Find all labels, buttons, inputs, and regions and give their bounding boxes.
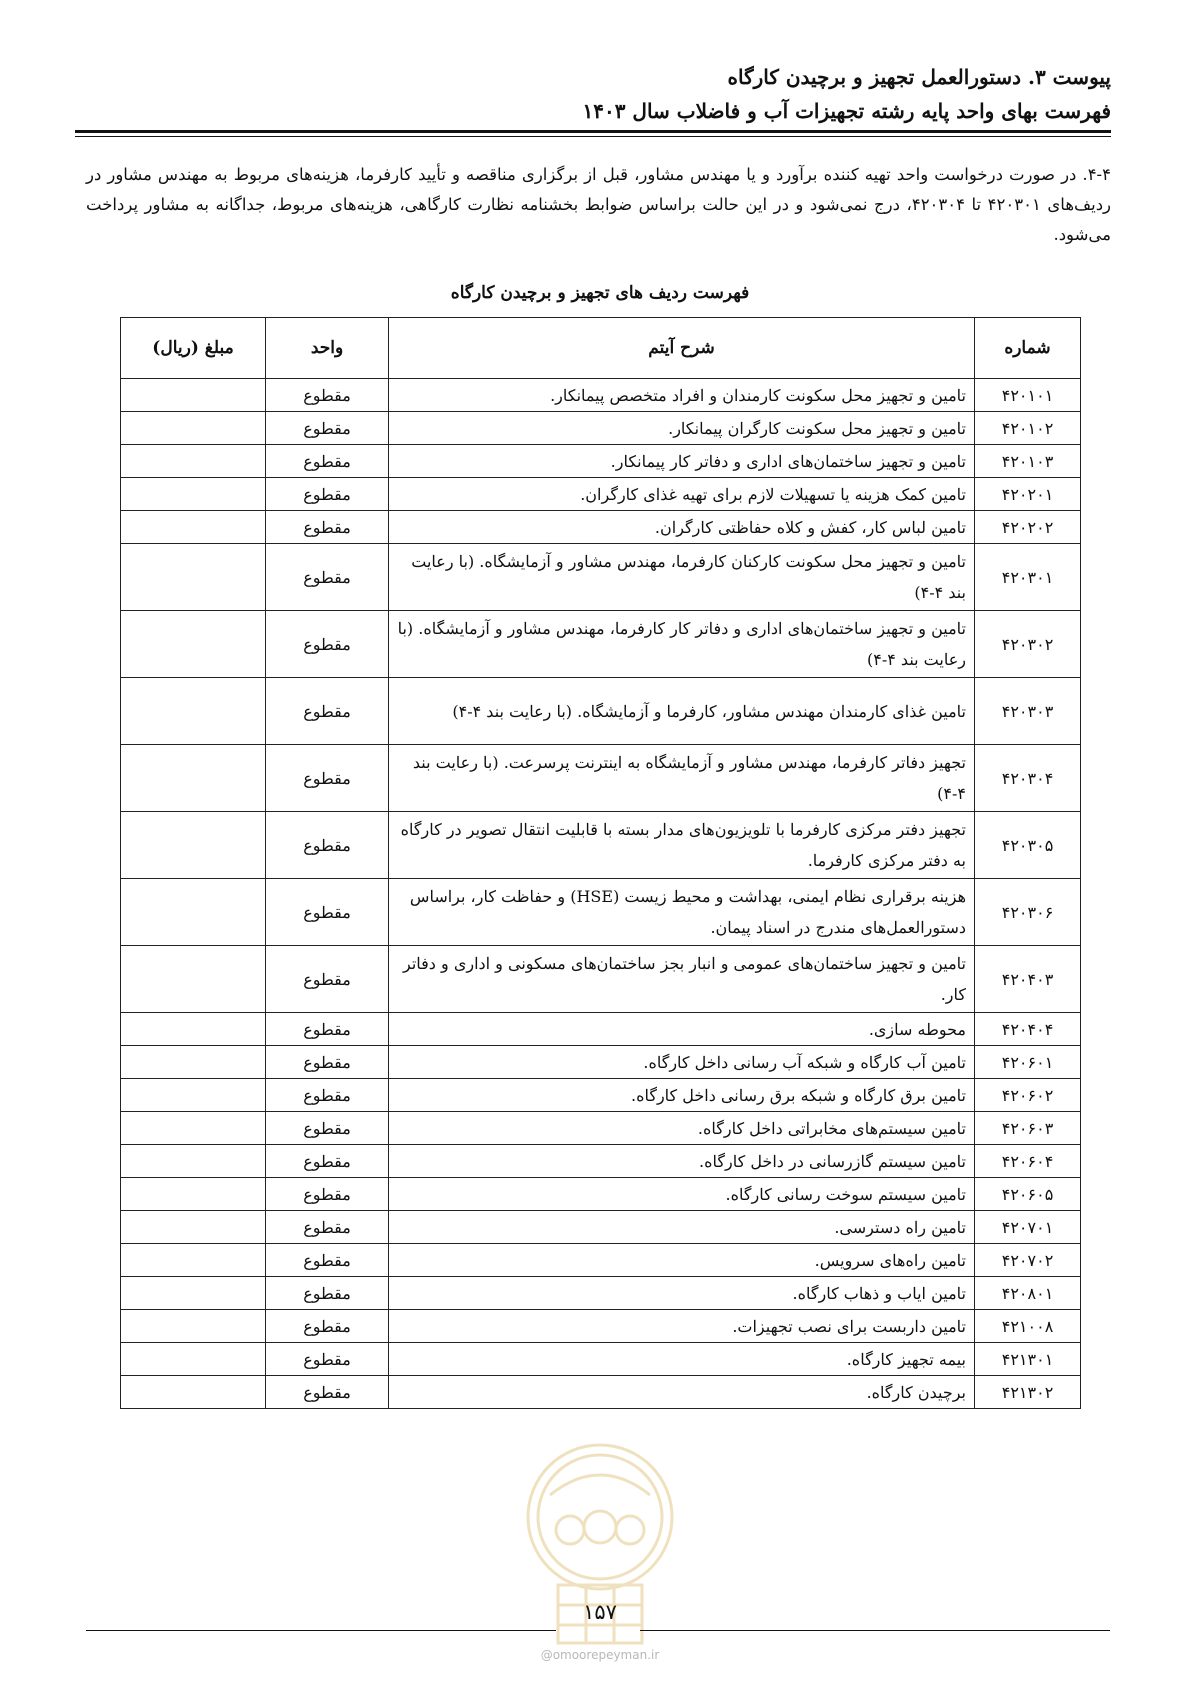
row-description: تامین و تجهیز ساختمان‌های اداری و دفاتر کار پیمانکار.: [389, 445, 975, 478]
intro-paragraph: ۴-۴. در صورت درخواست واحد تهیه کننده برآورد و یا مهندس مشاور، قبل از برگزاری مناقصه و تأیید کارفرما، هزینه‌های مربوط به مهندس مشاور در ردیف‌های ۴۲۰۳۰۱ تا ۴۲۰۳۰۴، درج نمی‌شود و در این حالت براساس ضوابط بخشنامه نظارت کارگاهی، هزینه‌های مربوط، جداگانه به مشاور پرداخت می‌شود.: [86, 165, 1112, 244]
row-number: ۴۲۰۷۰۱: [975, 1211, 1081, 1244]
page-number: ۱۵۷: [583, 1600, 617, 1624]
row-number: ۴۲۰۳۰۶: [975, 879, 1081, 946]
table-row: [121, 1244, 1081, 1277]
row-amount: [121, 611, 266, 678]
row-number: ۴۲۰۳۰۵: [975, 812, 1081, 879]
row-unit: مقطوع: [266, 1112, 389, 1145]
row-amount: [121, 511, 266, 544]
header-rule-thin: [75, 136, 1111, 137]
row-description: تامین کمک هزینه یا تسهیلات لازم برای تهیه غذای کارگران.: [389, 478, 975, 511]
header-number: شماره: [975, 318, 1081, 379]
table-row: [121, 1277, 1081, 1310]
row-amount: [121, 1343, 266, 1376]
table-row: [121, 379, 1081, 412]
row-description: بیمه تجهیز کارگاه.: [389, 1343, 975, 1376]
table-body: [121, 379, 1081, 1409]
row-amount: [121, 879, 266, 946]
table-row: [121, 511, 1081, 544]
row-number: ۴۲۰۲۰۱: [975, 478, 1081, 511]
row-unit: مقطوع: [266, 879, 389, 946]
row-number: ۴۲۱۳۰۱: [975, 1343, 1081, 1376]
row-description: تامین و تجهیز محل سکونت کارمندان و افراد متخصص پیمانکار.: [389, 379, 975, 412]
row-description: تامین و تجهیز ساختمان‌های اداری و دفاتر کار کارفرما، مهندس مشاور و آزمایشگاه. (با رعایت بند ۴-۴): [389, 611, 975, 678]
row-unit: مقطوع: [266, 478, 389, 511]
row-amount: [121, 1079, 266, 1112]
row-description: تامین آب کارگاه و شبکه آب رسانی داخل کارگاه.: [389, 1046, 975, 1079]
row-unit: مقطوع: [266, 611, 389, 678]
row-amount: [121, 1376, 266, 1409]
header-amount: مبلغ (ریال): [121, 318, 266, 379]
row-description: تامین و تجهیز محل سکونت کارکنان کارفرما، مهندس مشاور و آزمایشگاه. (با رعایت بند ۴-۴): [389, 544, 975, 611]
row-amount: [121, 946, 266, 1013]
items-table: [120, 317, 1081, 1409]
row-description: تامین سیستم گازرسانی در داخل کارگاه.: [389, 1145, 975, 1178]
row-amount: [121, 478, 266, 511]
table-row: [121, 445, 1081, 478]
table-row: [121, 412, 1081, 445]
table-row: [121, 478, 1081, 511]
row-unit: مقطوع: [266, 1343, 389, 1376]
header-description: شرح آیتم: [389, 318, 975, 379]
row-description: تجهیز دفاتر کارفرما، مهندس مشاور و آزمایشگاه به اینترنت پرسرعت. (با رعایت بند ۴-۴): [389, 745, 975, 812]
row-number: ۴۲۰۱۰۳: [975, 445, 1081, 478]
row-number: ۴۲۰۸۰۱: [975, 1277, 1081, 1310]
row-unit: مقطوع: [266, 379, 389, 412]
row-description: تامین سیستم سوخت رسانی کارگاه.: [389, 1178, 975, 1211]
row-number: ۴۲۰۶۰۳: [975, 1112, 1081, 1145]
table-header-row: [121, 318, 1081, 379]
row-description: برچیدن کارگاه.: [389, 1376, 975, 1409]
row-amount: [121, 1244, 266, 1277]
table-row: [121, 1013, 1081, 1046]
table-row: [121, 1310, 1081, 1343]
header-unit: واحد: [266, 318, 389, 379]
row-number: ۴۲۰۴۰۳: [975, 946, 1081, 1013]
header-rule-thick: [75, 130, 1111, 133]
row-description: تامین لباس کار، کفش و کلاه حفاظتی کارگران.: [389, 511, 975, 544]
header-title-line2: فهرست بهای واحد پایه رشته تجهیزات آب و فاضلاب سال ۱۴۰۳: [582, 99, 1111, 123]
row-number: ۴۲۰۷۰۲: [975, 1244, 1081, 1277]
table-row: [121, 1211, 1081, 1244]
page-header: [80, 60, 1111, 128]
row-unit: مقطوع: [266, 812, 389, 879]
table-row: [121, 879, 1081, 946]
row-number: ۴۲۰۳۰۴: [975, 745, 1081, 812]
row-description: تامین داربست برای نصب تجهیزات.: [389, 1310, 975, 1343]
row-description: تامین سیستم‌های مخابراتی داخل کارگاه.: [389, 1112, 975, 1145]
header-title-line1: پیوست ۳. دستورالعمل تجهیز و برچیدن کارگاه: [727, 65, 1111, 89]
row-amount: [121, 1277, 266, 1310]
row-number: ۴۲۰۲۰۲: [975, 511, 1081, 544]
row-amount: [121, 445, 266, 478]
row-number: ۴۲۰۴۰۴: [975, 1013, 1081, 1046]
table-row: [121, 812, 1081, 879]
row-amount: [121, 1112, 266, 1145]
row-description: تامین غذای کارمندان مهندس مشاور، کارفرما و آزمایشگاه. (با رعایت بند ۴-۴): [389, 678, 975, 745]
row-unit: مقطوع: [266, 1046, 389, 1079]
row-amount: [121, 1310, 266, 1343]
row-unit: مقطوع: [266, 445, 389, 478]
row-unit: مقطوع: [266, 1310, 389, 1343]
row-description: تامین و تجهیز ساختمان‌های عمومی و انبار بجز ساختمان‌های مسکونی و اداری و دفاتر کار.: [389, 946, 975, 1013]
table-row: [121, 1376, 1081, 1409]
row-number: ۴۲۱۰۰۸: [975, 1310, 1081, 1343]
row-amount: [121, 745, 266, 812]
row-description: محوطه سازی.: [389, 1013, 975, 1046]
table-row: [121, 1079, 1081, 1112]
row-description: تجهیز دفتر مرکزی کارفرما با تلویزیون‌های مدار بسته با قابلیت انتقال تصویر در کارگاه به دفتر مرکزی کارفرما.: [389, 812, 975, 879]
row-number: ۴۲۰۶۰۵: [975, 1178, 1081, 1211]
row-amount: [121, 1178, 266, 1211]
row-unit: مقطوع: [266, 678, 389, 745]
row-amount: [121, 1046, 266, 1079]
row-unit: مقطوع: [266, 745, 389, 812]
row-unit: مقطوع: [266, 511, 389, 544]
row-amount: [121, 1211, 266, 1244]
row-amount: [121, 544, 266, 611]
row-unit: مقطوع: [266, 1178, 389, 1211]
row-amount: [121, 678, 266, 745]
table-row: [121, 1046, 1081, 1079]
row-description: تامین و تجهیز محل سکونت کارگران پیمانکار.: [389, 412, 975, 445]
row-description: هزینه برقراری نظام ایمنی، بهداشت و محیط زیست (HSE) و حفاظت کار، براساس دستورالعمل‌های مندرج در اسناد پیمان.: [389, 879, 975, 946]
row-number: ۴۲۰۳۰۱: [975, 544, 1081, 611]
table-row: [121, 946, 1081, 1013]
table-row: [121, 1112, 1081, 1145]
table-row: [121, 611, 1081, 678]
row-number: ۴۲۰۶۰۴: [975, 1145, 1081, 1178]
row-description: تامین راه دسترسی.: [389, 1211, 975, 1244]
row-unit: مقطوع: [266, 544, 389, 611]
table-row: [121, 678, 1081, 745]
row-number: ۴۲۰۶۰۲: [975, 1079, 1081, 1112]
table-row: [121, 1178, 1081, 1211]
row-number: ۴۲۰۱۰۲: [975, 412, 1081, 445]
table-caption: فهرست ردیف های تجهیز و برچیدن کارگاه: [450, 283, 750, 303]
row-number: ۴۲۰۳۰۲: [975, 611, 1081, 678]
row-unit: مقطوع: [266, 412, 389, 445]
row-number: ۴۲۰۱۰۱: [975, 379, 1081, 412]
table-row: [121, 1343, 1081, 1376]
row-amount: [121, 412, 266, 445]
table-row: [121, 745, 1081, 812]
row-description: تامین راه‌های سرویس.: [389, 1244, 975, 1277]
row-amount: [121, 379, 266, 412]
row-unit: مقطوع: [266, 1145, 389, 1178]
row-amount: [121, 812, 266, 879]
table-row: [121, 544, 1081, 611]
footer-site-handle: @omoorepeyman.ir: [540, 1648, 660, 1662]
row-unit: مقطوع: [266, 1244, 389, 1277]
row-description: تامین ایاب و ذهاب کارگاه.: [389, 1277, 975, 1310]
row-number: ۴۲۰۶۰۱: [975, 1046, 1081, 1079]
table-row: [121, 1145, 1081, 1178]
row-amount: [121, 1145, 266, 1178]
row-number: ۴۲۰۳۰۳: [975, 678, 1081, 745]
row-number: ۴۲۱۳۰۲: [975, 1376, 1081, 1409]
footer-rule-left: [86, 1630, 556, 1631]
row-unit: مقطوع: [266, 946, 389, 1013]
row-unit: مقطوع: [266, 1013, 389, 1046]
row-description: تامین برق کارگاه و شبکه برق رسانی داخل کارگاه.: [389, 1079, 975, 1112]
footer-rule-right: [640, 1630, 1110, 1631]
row-unit: مقطوع: [266, 1376, 389, 1409]
row-unit: مقطوع: [266, 1211, 389, 1244]
row-unit: مقطوع: [266, 1277, 389, 1310]
row-amount: [121, 1013, 266, 1046]
row-unit: مقطوع: [266, 1079, 389, 1112]
